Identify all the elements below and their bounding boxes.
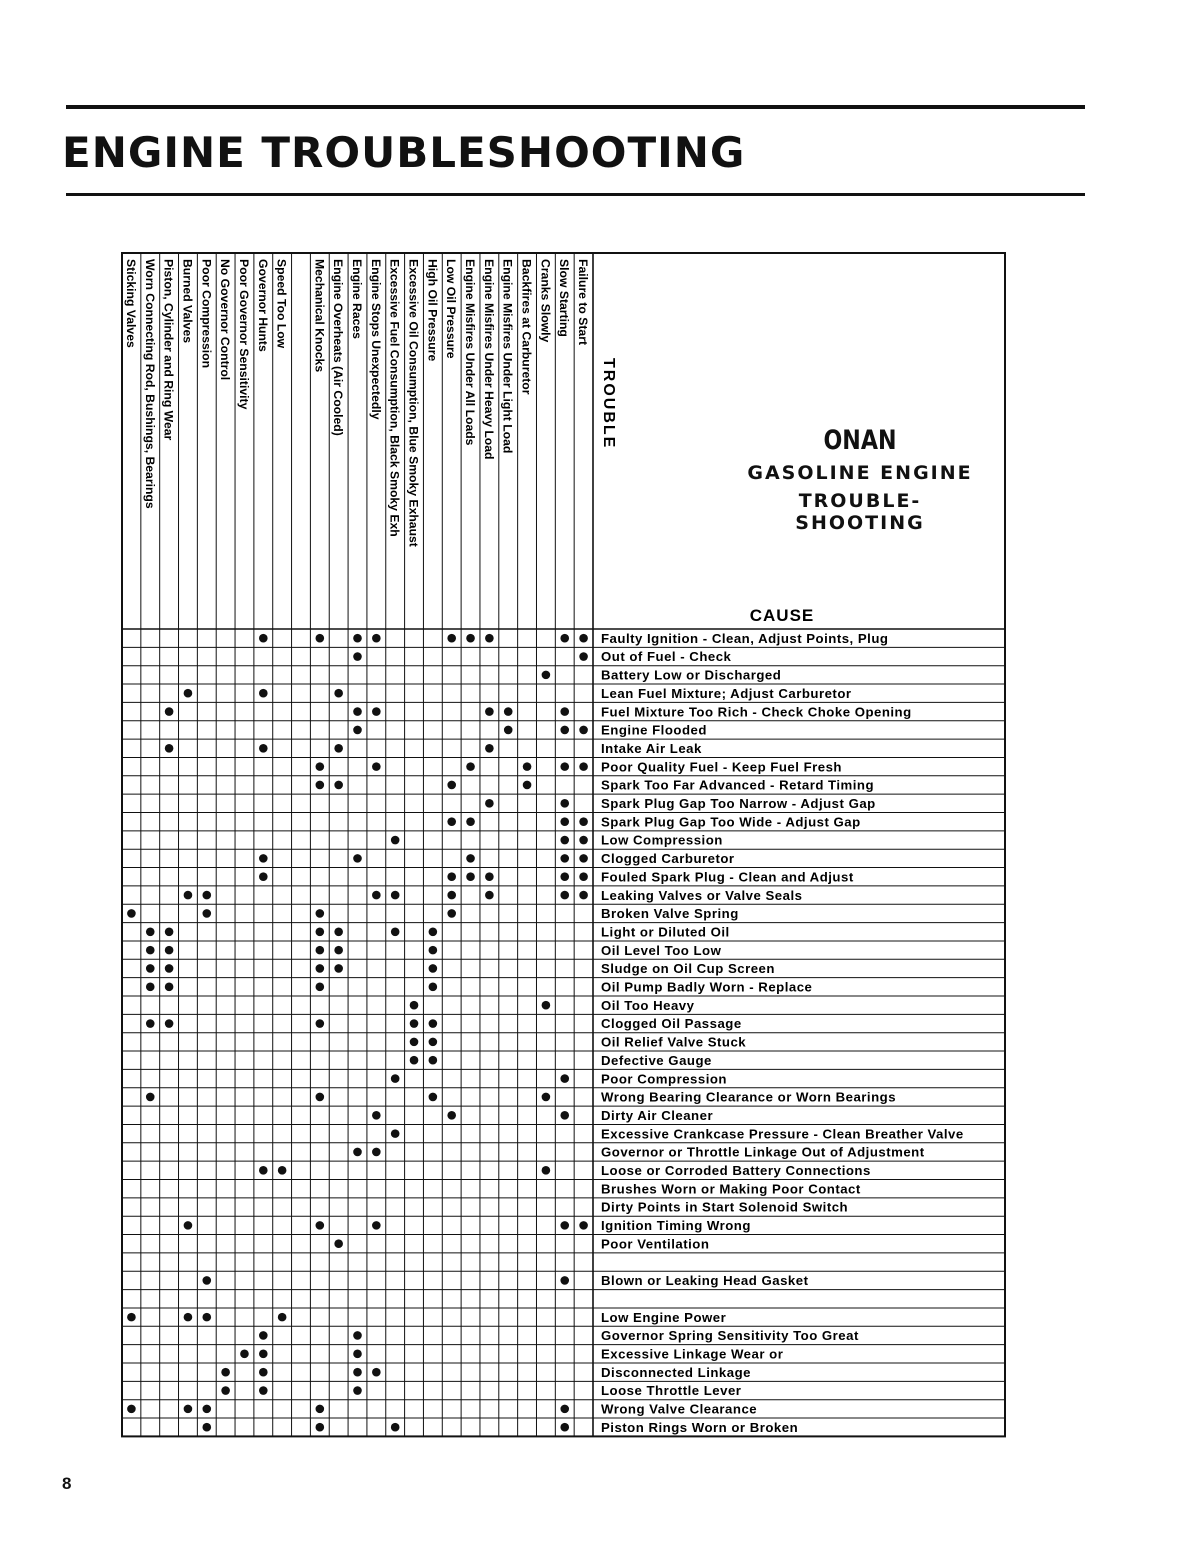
mark-r43-c20 xyxy=(202,1423,211,1432)
mark-r21-c8 xyxy=(429,1019,438,1028)
mark-r0-c6 xyxy=(466,634,475,643)
mark-r38-c17 xyxy=(259,1331,268,1340)
mark-r16-c22 xyxy=(165,927,174,936)
mark-r2-c2 xyxy=(542,671,551,680)
mark-r3-c13 xyxy=(334,689,343,698)
mark-r39-c12 xyxy=(353,1350,362,1359)
trouble-header-8: High Oil Pressure xyxy=(425,259,440,362)
cause-label-6: Intake Air Leak xyxy=(601,740,702,756)
mark-r6-c22 xyxy=(165,744,174,753)
trouble-header-23: Worn Connecting Rod, Bushings, Bearings xyxy=(142,259,157,509)
cause-label-14: Leaking Valves or Valve Seals xyxy=(601,887,803,903)
cause-label-2: Battery Low or Discharged xyxy=(601,667,782,683)
cause-label-22: Oil Relief Valve Stuck xyxy=(601,1034,747,1050)
mark-r16-c14 xyxy=(316,927,325,936)
mark-r17-c23 xyxy=(146,946,155,955)
mark-r37-c20 xyxy=(202,1313,211,1322)
mark-r4-c22 xyxy=(165,707,174,716)
cause-axis-label: CAUSE xyxy=(749,606,815,625)
mark-r7-c11 xyxy=(372,762,381,771)
cause-label-30: Brushes Worn or Making Poor Contact xyxy=(601,1181,861,1197)
mark-r5-c4 xyxy=(504,726,513,735)
mark-r25-c23 xyxy=(146,1093,155,1102)
trouble-header-12: Engine Races xyxy=(350,259,364,339)
mark-r7-c6 xyxy=(466,762,475,771)
cause-label-3: Lean Fuel Mixture; Adjust Carburetor xyxy=(601,685,852,701)
mark-r42-c24 xyxy=(127,1405,136,1414)
trouble-header-5: Engine Misfires Under Heavy Load xyxy=(481,259,496,460)
mark-r41-c17 xyxy=(259,1386,268,1395)
mark-r37-c24 xyxy=(127,1313,136,1322)
cause-label-17: Oil Level Too Low xyxy=(601,942,722,958)
mark-r16-c8 xyxy=(429,927,438,936)
mark-r19-c8 xyxy=(429,983,438,992)
cause-label-38: Governor Spring Sensitivity Too Great xyxy=(601,1328,859,1344)
mark-r32-c1 xyxy=(560,1221,569,1230)
mark-r17-c14 xyxy=(316,946,325,955)
mark-r18-c22 xyxy=(165,964,174,973)
mark-r7-c14 xyxy=(316,762,325,771)
mark-r14-c11 xyxy=(372,891,381,900)
cause-label-31: Dirty Points in Start Solenoid Switch xyxy=(601,1199,849,1215)
mark-r0-c0 xyxy=(579,634,588,643)
trouble-header-20: Poor Compression xyxy=(199,259,214,369)
mark-r6-c13 xyxy=(334,744,343,753)
cause-label-39: Excessive Linkage Wear or xyxy=(601,1346,784,1362)
trouble-header-0: Failure to Start xyxy=(576,259,591,346)
cause-label-8: Spark Too Far Advanced - Retard Timing xyxy=(601,777,875,793)
mark-r16-c23 xyxy=(146,927,155,936)
mark-r26-c11 xyxy=(372,1111,381,1120)
mark-r10-c6 xyxy=(466,817,475,826)
mark-r12-c17 xyxy=(259,854,268,863)
mark-r12-c0 xyxy=(579,854,588,863)
mark-r13-c1 xyxy=(560,872,569,881)
mark-r3-c21 xyxy=(184,689,193,698)
mark-r43-c14 xyxy=(316,1423,325,1432)
mark-r6-c5 xyxy=(485,744,494,753)
cause-label-33: Poor Ventilation xyxy=(601,1236,710,1252)
mark-r13-c6 xyxy=(466,872,475,881)
trouble-header-18: Poor Governor Sensitivity xyxy=(236,259,251,410)
cause-label-20: Oil Too Heavy xyxy=(601,997,695,1013)
mark-r8-c7 xyxy=(447,781,456,790)
mark-r17-c13 xyxy=(334,946,343,955)
mark-r12-c6 xyxy=(466,854,475,863)
mark-r16-c13 xyxy=(334,927,343,936)
cause-label-1: Out of Fuel - Check xyxy=(601,649,732,665)
cause-label-16: Light or Diluted Oil xyxy=(601,924,730,940)
trouble-header-4: Engine Misfires Under Light Load xyxy=(500,259,515,454)
mark-r18-c8 xyxy=(429,964,438,973)
trouble-header-11: Engine Stops Unexpectedly xyxy=(368,259,383,420)
page-number: 8 xyxy=(62,1474,72,1493)
mark-r42-c1 xyxy=(560,1405,569,1414)
mark-r42-c14 xyxy=(316,1405,325,1414)
mark-r38-c12 xyxy=(353,1331,362,1340)
cause-label-27: Excessive Crankcase Pressure - Clean Breather Valve xyxy=(601,1126,964,1142)
mark-r20-c2 xyxy=(542,1001,551,1010)
mark-r14-c21 xyxy=(184,891,193,900)
mark-r14-c1 xyxy=(560,891,569,900)
mark-r12-c1 xyxy=(560,854,569,863)
mark-r1-c12 xyxy=(353,652,362,661)
mark-r23-c8 xyxy=(429,1056,438,1065)
mark-r0-c12 xyxy=(353,634,362,643)
cause-label-18: Sludge on Oil Cup Screen xyxy=(601,961,775,977)
mark-r26-c7 xyxy=(447,1111,456,1120)
mark-r28-c11 xyxy=(372,1148,381,1157)
trouble-header-3: Backfires at Carburetor xyxy=(519,259,534,395)
mark-r32-c21 xyxy=(184,1221,193,1230)
mark-r5-c0 xyxy=(579,726,588,735)
mark-r32-c14 xyxy=(316,1221,325,1230)
mark-r40-c17 xyxy=(259,1368,268,1377)
mark-r20-c9 xyxy=(410,1001,419,1010)
mark-r0-c14 xyxy=(316,634,325,643)
trouble-header-24: Sticking Valves xyxy=(123,259,138,348)
mark-r40-c11 xyxy=(372,1368,381,1377)
mark-r10-c7 xyxy=(447,817,456,826)
trouble-headers xyxy=(124,259,590,547)
mark-r32-c11 xyxy=(372,1221,381,1230)
cause-label-37: Low Engine Power xyxy=(601,1309,727,1325)
mark-r14-c10 xyxy=(391,891,400,900)
mark-r29-c16 xyxy=(278,1166,287,1175)
mark-r39-c17 xyxy=(259,1350,268,1359)
trouble-header-2: Cranks Slowly xyxy=(538,259,553,343)
mark-r35-c20 xyxy=(202,1276,211,1285)
trouble-header-19: No Governor Control xyxy=(218,259,233,381)
mark-r42-c20 xyxy=(202,1405,211,1414)
mark-r4-c1 xyxy=(560,707,569,716)
trouble-header-10: Excessive Fuel Consumption, Black Smoky Exh xyxy=(387,259,402,537)
mark-r11-c1 xyxy=(560,836,569,845)
trouble-header-13: Engine Overheats (Air Cooled) xyxy=(331,259,346,436)
mark-r1-c0 xyxy=(579,652,588,661)
cause-label-10: Spark Plug Gap Too Wide - Adjust Gap xyxy=(601,814,861,830)
mark-r8-c14 xyxy=(316,781,325,790)
mark-r0-c17 xyxy=(259,634,268,643)
mark-r29-c2 xyxy=(542,1166,551,1175)
mark-r17-c22 xyxy=(165,946,174,955)
mark-r22-c8 xyxy=(429,1038,438,1047)
trouble-header-21: Burned Valves xyxy=(180,259,195,343)
mark-r15-c24 xyxy=(127,909,136,918)
mark-r15-c14 xyxy=(316,909,325,918)
cause-label-23: Defective Gauge xyxy=(601,1052,712,1068)
mark-r19-c14 xyxy=(316,983,325,992)
trouble-header-14: Mechanical Knocks xyxy=(312,259,327,373)
mark-r9-c1 xyxy=(560,799,569,808)
mark-r14-c5 xyxy=(485,891,494,900)
mark-r4-c5 xyxy=(485,707,494,716)
mark-r6-c17 xyxy=(259,744,268,753)
mark-r35-c1 xyxy=(560,1276,569,1285)
mark-r14-c20 xyxy=(202,891,211,900)
mark-r11-c10 xyxy=(391,836,400,845)
mark-r12-c12 xyxy=(353,854,362,863)
mark-r5-c1 xyxy=(560,726,569,735)
cause-label-15: Broken Valve Spring xyxy=(601,906,739,922)
mark-r41-c19 xyxy=(221,1386,230,1395)
mark-r37-c21 xyxy=(184,1313,193,1322)
mark-r25-c2 xyxy=(542,1093,551,1102)
mark-r8-c13 xyxy=(334,781,343,790)
cause-label-13: Fouled Spark Plug - Clean and Adjust xyxy=(601,869,854,885)
mark-r13-c5 xyxy=(485,872,494,881)
brand-subtitle-line1: GASOLINE ENGINE xyxy=(747,462,973,484)
mark-r0-c5 xyxy=(485,634,494,643)
cause-label-4: Fuel Mixture Too Rich - Check Choke Opening xyxy=(601,704,912,720)
mark-r3-c17 xyxy=(259,689,268,698)
trouble-header-1: Slow Starting xyxy=(557,259,572,337)
mark-r26-c1 xyxy=(560,1111,569,1120)
cause-label-24: Poor Compression xyxy=(601,1071,727,1087)
trouble-header-22: Piston, Cylinder and Ring Wear xyxy=(161,259,176,441)
mark-r19-c23 xyxy=(146,983,155,992)
cause-label-9: Spark Plug Gap Too Narrow - Adjust Gap xyxy=(601,796,876,811)
mark-r21-c22 xyxy=(165,1019,174,1028)
mark-r42-c21 xyxy=(184,1405,193,1414)
mark-r15-c7 xyxy=(447,909,456,918)
mark-r14-c7 xyxy=(447,891,456,900)
mark-r23-c9 xyxy=(410,1056,419,1065)
cause-label-19: Oil Pump Badly Worn - Replace xyxy=(601,979,813,995)
mark-r15-c20 xyxy=(202,909,211,918)
cause-label-7: Poor Quality Fuel - Keep Fuel Fresh xyxy=(601,759,842,775)
mark-r22-c9 xyxy=(410,1038,419,1047)
mark-r32-c0 xyxy=(579,1221,588,1230)
cause-label-41: Loose Throttle Lever xyxy=(601,1383,742,1399)
mark-r10-c0 xyxy=(579,817,588,826)
mark-r4-c4 xyxy=(504,707,513,716)
cause-label-40: Disconnected Linkage xyxy=(601,1364,751,1380)
mark-r9-c5 xyxy=(485,799,494,808)
mark-r17-c8 xyxy=(429,946,438,955)
mark-r40-c12 xyxy=(353,1368,362,1377)
cause-label-35: Blown or Leaking Head Gasket xyxy=(601,1273,809,1289)
mark-r7-c1 xyxy=(560,762,569,771)
mark-r0-c1 xyxy=(560,634,569,643)
trouble-header-9: Excessive Oil Consumption, Blue Smoky Exhaust xyxy=(406,259,421,547)
mark-r11-c0 xyxy=(579,836,588,845)
mark-r13-c17 xyxy=(259,872,268,881)
mark-r21-c23 xyxy=(146,1019,155,1028)
mark-r5-c12 xyxy=(353,726,362,735)
brand-block xyxy=(740,425,980,534)
mark-r28-c12 xyxy=(353,1148,362,1157)
mark-r24-c1 xyxy=(560,1074,569,1083)
mark-r4-c12 xyxy=(353,707,362,716)
mark-r19-c22 xyxy=(165,983,174,992)
mark-r10-c1 xyxy=(560,817,569,826)
cause-label-25: Wrong Bearing Clearance or Worn Bearings xyxy=(601,1089,897,1105)
mark-r21-c9 xyxy=(410,1019,419,1028)
mark-r25-c8 xyxy=(429,1093,438,1102)
mark-r40-c19 xyxy=(221,1368,230,1377)
cause-label-43: Piston Rings Worn or Broken xyxy=(601,1419,799,1435)
cause-label-28: Governor or Throttle Linkage Out of Adjustment xyxy=(601,1144,925,1160)
cause-label-26: Dirty Air Cleaner xyxy=(601,1107,714,1123)
mark-r13-c0 xyxy=(579,872,588,881)
brand-name: ONAN xyxy=(823,425,897,456)
mark-r16-c10 xyxy=(391,927,400,936)
trouble-axis-label: TROUBLE xyxy=(600,358,617,450)
trouble-header-7: Low Oil Pressure xyxy=(444,259,459,359)
mark-r43-c10 xyxy=(391,1423,400,1432)
mark-r25-c14 xyxy=(316,1093,325,1102)
mark-r0-c11 xyxy=(372,634,381,643)
trouble-header-6: Engine Misfires Under All Loads xyxy=(463,259,478,446)
cause-label-12: Clogged Carburetor xyxy=(601,851,735,867)
mark-r0-c7 xyxy=(447,634,456,643)
mark-r29-c17 xyxy=(259,1166,268,1175)
mark-r7-c0 xyxy=(579,762,588,771)
mark-r41-c12 xyxy=(353,1386,362,1395)
mark-r21-c14 xyxy=(316,1019,325,1028)
trouble-header-17: Governor Hunts xyxy=(255,259,270,352)
trouble-header-16: Speed Too Low xyxy=(274,259,289,349)
mark-r33-c13 xyxy=(334,1239,343,1248)
mark-r24-c10 xyxy=(391,1074,400,1083)
cause-label-32: Ignition Timing Wrong xyxy=(601,1218,751,1234)
mark-r18-c14 xyxy=(316,964,325,973)
cause-label-0: Faulty Ignition - Clean, Adjust Points, Plug xyxy=(601,630,889,646)
mark-r43-c1 xyxy=(560,1423,569,1432)
mark-r8-c3 xyxy=(523,781,532,790)
mark-r4-c11 xyxy=(372,707,381,716)
mark-r37-c16 xyxy=(278,1313,287,1322)
mark-r27-c10 xyxy=(391,1129,400,1138)
mark-r18-c13 xyxy=(334,964,343,973)
mark-r39-c18 xyxy=(240,1350,249,1359)
mark-r14-c0 xyxy=(579,891,588,900)
brand-subtitle-line2: TROUBLE-SHOOTING xyxy=(795,490,925,534)
cause-label-11: Low Compression xyxy=(601,832,723,848)
cause-label-5: Engine Flooded xyxy=(601,722,707,738)
cause-label-42: Wrong Valve Clearance xyxy=(601,1401,758,1417)
mark-r18-c23 xyxy=(146,964,155,973)
mark-r13-c7 xyxy=(447,872,456,881)
mark-r7-c3 xyxy=(523,762,532,771)
page-title: ENGINE TROUBLESHOOTING xyxy=(62,128,746,177)
cause-label-29: Loose or Corroded Battery Connections xyxy=(601,1163,871,1178)
cause-label-21: Clogged Oil Passage xyxy=(601,1016,742,1032)
